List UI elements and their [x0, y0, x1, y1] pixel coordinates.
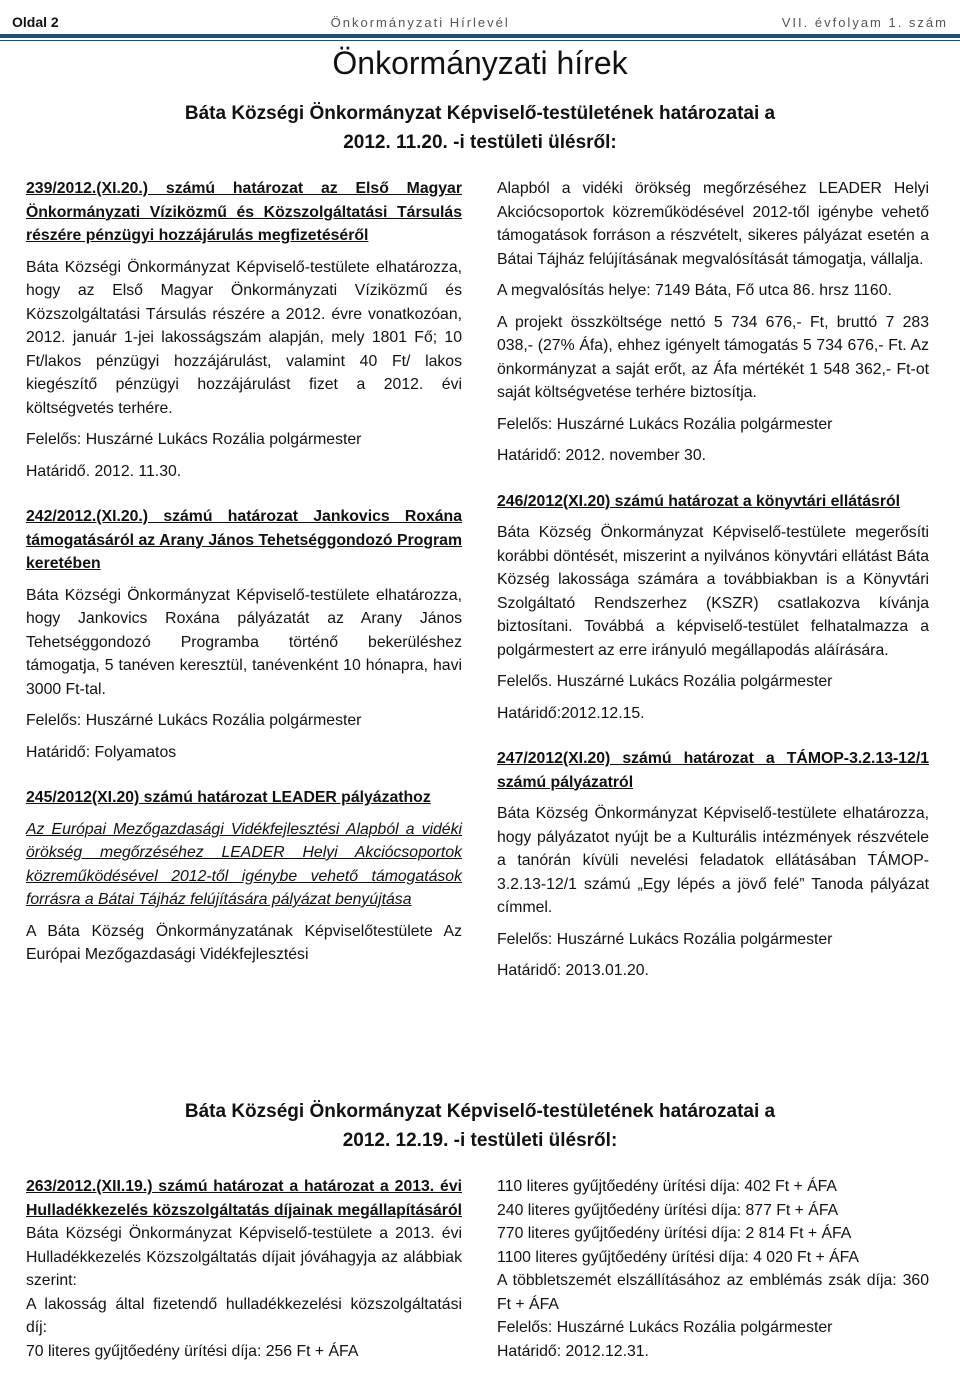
resolution-239-deadline: Határidő. 2012. 11.30. [26, 462, 182, 480]
section-title-1-line1: Báta Községi Önkormányzat Képviselő-testületének határozatai a [184, 103, 776, 124]
resolution-263-paragraph [26, 1175, 462, 1293]
right-column-1 [497, 177, 929, 983]
fee-extra-bag: A többletszemét elszállításához az emblémás zsák díja: 360 Ft + ÁFA [497, 1272, 929, 1313]
header-rule [0, 34, 960, 38]
resolution-246-deadline: Határidő:2012.12.15. [497, 704, 645, 722]
section-title-2-line2: 2012. 12.19. -i testületi ülésről: [342, 1130, 618, 1151]
section-title-2-line1: Báta Községi Önkormányzat Képviselő-testületének határozatai a [184, 1101, 776, 1122]
left-column-2 [26, 1175, 462, 1363]
resolution-247-deadline: Határidő: 2013.01.20. [497, 962, 649, 979]
resolution-245-responsible: Felelős: Huszárné Lukács Rozália polgármester [497, 415, 833, 433]
resolution-247-body: Báta Község Önkormányzat Képviselő-testülete elhatározza, hogy pályázatot nyújt be a Kulturális intézmények részvétele a tanórán kívüli nevelési feladatok ellátásában TÁMOP-3.2.13-12/1 számú „Egy lépés a jövő felé” Tanoda pályázat címmel. [497, 805, 929, 916]
resolution-239-body: Báta Községi Önkormányzat Képviselő-testülete elhatározza, hogy az Első Magyar Önkormányzati Víziközmű és Közszolgáltatási Társulás részére a 2012. évre vonatkozóan, 2012. január 1-jei lakosságszám alapján, mely 1801 Fő; 10 Ft/lakos pénzügyi hozzájárulást, valamint 40 Ft/ lakos kiegészítő pénzügyi hozzájárulást fizet a 2012. évi költségvetés terhére. [26, 258, 462, 417]
fee-770-liter: 770 literes gyűjtőedény ürítési díja: 2 814 Ft + ÁFA [497, 1225, 852, 1242]
resolution-239-responsible: Felelős: Huszárné Lukács Rozália polgármester [26, 431, 362, 448]
page-number: Oldal 2 [12, 14, 59, 30]
fee-110-liter: 110 literes gyűjtőedény ürítési díja: 402 Ft + ÁFA [497, 1178, 837, 1195]
resolution-245-heading: 245/2012(XI.20) számú határozat LEADER pályázathoz [26, 789, 431, 806]
resolution-246-heading: 246/2012(XI.20) számú határozat a könyvtári ellátásról [497, 492, 901, 510]
header-rule-thin [0, 40, 960, 41]
resolution-245-deadline: Határidő: 2012. november 30. [497, 447, 707, 464]
resolution-247-responsible: Felelős: Huszárné Lukács Rozália polgármester [497, 930, 833, 948]
resolution-263-responsible: Felelős: Huszárné Lukács Rozália polgármester [497, 1319, 833, 1336]
resolution-245-continuation: Alapból a vidéki örökség megőrzéséhez LEADER Helyi Akciócsoportok közreműködésével 2012-től igénybe vehető támogatások forráson a részvételt, sikeres pályázat esetén a Bátai Tájház felújításának megvalósítását támogatja, vállalja. [497, 180, 929, 268]
section-title-1 [60, 99, 900, 157]
fee-70-liter: 70 literes gyűjtőedény ürítési díja: 256 Ft + ÁFA [26, 1342, 359, 1360]
resolution-242-deadline: Határidő: Folyamatos [26, 743, 177, 761]
resolution-245-body: A Báta Község Önkormányzatának Képviselőtestülete Az Európai Mezőgazdasági Vidékfejlesztési [26, 922, 462, 963]
section-title-1-line2: 2012. 11.20. -i testületi ülésről: [343, 132, 617, 153]
page-header [12, 10, 948, 34]
resolution-247-heading: 247/2012(XI.20) számú határozat a TÁMOP-3.2.13-12/1 számú pályázatról [497, 750, 929, 791]
resolution-263-body: Báta Községi Önkormányzat Képviselő-testülete a 2013. évi Hulladékkezelés Közszolgáltatás díjait jóváhagyja az alábbiak szerint: [26, 1225, 462, 1289]
left-column-1 [26, 177, 462, 967]
resolution-245-cost: A projekt összköltsége nettó 5 734 676,- Ft, bruttó 7 283 038,- (27% Áfa), ehhez igényelt támogatás 5 734 676,- Ft. Az önkormányzat a saját erőt, az Áfa mértékét 1 548 362,- Ft-ot saját költségvetése terhére biztosítja. [497, 313, 929, 401]
resolution-246-body: Báta Község Önkormányzat Képviselő-testülete megerősíti korábbi döntését, miszerint a nyilvános könyvtári ellátást Báta Község lakossága számára a továbbiakban is a Könyvtári Szolgáltató Rendszerhez (KSZR) csatlakozva kívánja biztosítani. Továbbá a képviselő-testület felhatalmazza a polgármestert az erre irányuló megállapodás aláírására. [497, 524, 929, 659]
resolution-242-body: Báta Községi Önkormányzat Képviselő-testülete elhatározza, hogy Jankovics Roxána pályázatát az Arany János Tehetséggondozó Programba történő bekerüléshez támogatja, 5 tanéven keresztül, tanévenként 10 hónapra, havi 3000 Ft-tal. [26, 586, 462, 698]
volume-info: VII. évfolyam 1. szám [781, 14, 948, 30]
resolution-263-deadline: Határidő: 2012.12.31. [497, 1342, 649, 1360]
resolution-242-heading: 242/2012.(XI.20.) számú határozat Jankovics Roxána támogatásáról az Arany János Tehetséggondozó Program keretében [26, 508, 462, 572]
resolution-263-fee-heading: A lakosság által fizetendő hulladékkezelési közszolgáltatási díj: [26, 1295, 462, 1336]
resolution-263-heading: 263/2012.(XII.19.) számú határozat a határozat a 2013. évi Hulladékkezelés közszolgáltatás díjainak megállapításáról [26, 1178, 462, 1219]
main-title: Önkormányzati hírek [332, 45, 628, 81]
resolution-245-subject: Az Európai Mezőgazdasági Vidékfejlesztési Alapból a vidéki örökség megőrzéséhez LEADER Helyi Akciócsoportok közreműködésével 2012-től igénybe vehető támogatások forrásra a Bátai Tájház felújítására pályázat benyújtása [26, 820, 462, 908]
right-column-2 [497, 1175, 929, 1363]
resolution-245-place: A megvalósítás helye: 7149 Báta, Fő utca 86. hrsz 1160. [497, 282, 892, 299]
resolution-246-responsible: Felelős. Huszárné Lukács Rozália polgármester [497, 673, 833, 690]
resolution-242-responsible: Felelős: Huszárné Lukács Rozália polgármester [26, 712, 362, 729]
newsletter-name: Önkormányzati Hírlevél [330, 14, 510, 30]
fee-1100-liter: 1100 literes gyűjtőedény ürítési díja: 4 020 Ft + ÁFA [497, 1248, 859, 1266]
resolution-239-heading: 239/2012.(XI.20.) számú határozat az Első Magyar Önkormányzati Víziközmű és Közszolgáltatási Társulás részére pénzügyi hozzájárulás megfizetéséről [26, 180, 462, 244]
fee-240-liter: 240 literes gyűjtőedény ürítési díja: 877 Ft + ÁFA [497, 1201, 839, 1219]
section-title-2 [60, 1097, 900, 1155]
